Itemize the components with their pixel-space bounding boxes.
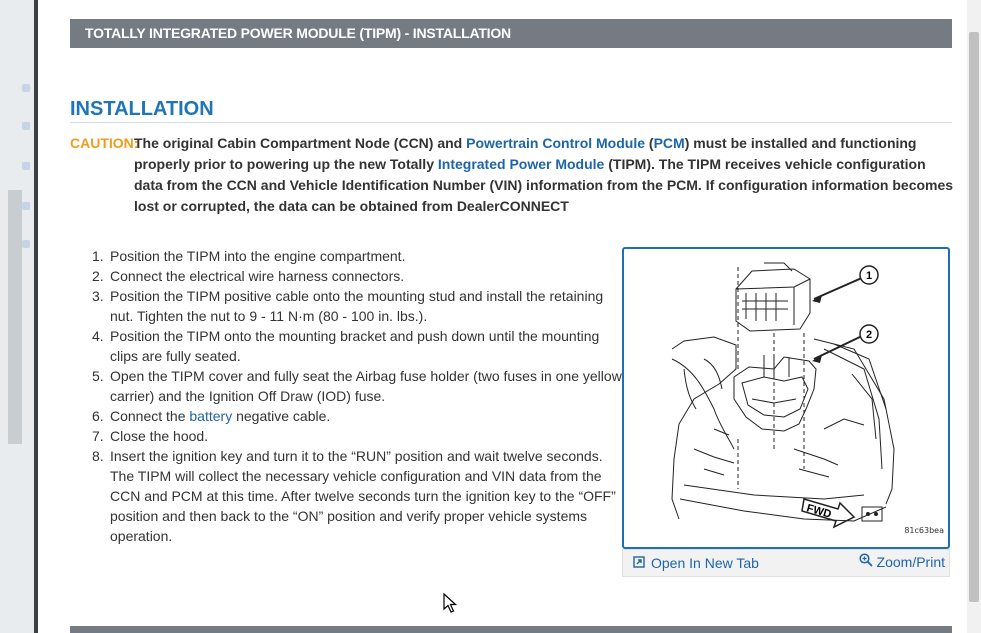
left-panel-marker [22,202,30,210]
step-2 [92,266,622,286]
installation-steps [92,246,622,546]
open-new-tab-icon [633,555,645,571]
step-number: 6. [92,408,104,424]
open-in-new-tab-label: Open In New Tab [651,555,759,571]
step-number: 3. [92,288,104,304]
left-panel-marker [22,162,30,170]
step-text: Close the hood. [110,428,209,444]
step-text: Insert the ignition key and turn it to the “RUN” position and wait twelve seconds. The TIPM will collect the necessary vehicle configuration and VIN data from the CCN and PCM at this time. After twelve seconds turn the ignition key to the “OFF” position and then back to the “ON” position and verify proper vehicle systems operation. [110,448,616,544]
zoom-icon [859,553,873,570]
step-text: Connect the [110,408,190,424]
step-text: negative cable. [232,408,331,424]
tipm-diagram [624,249,948,547]
step-number: 4. [92,328,104,344]
open-in-new-tab-button[interactable] [633,555,759,571]
step-3 [92,286,622,326]
tipm-installation-figure[interactable] [622,247,950,549]
scrollbar-thumb[interactable] [969,32,979,602]
zoom-print-button[interactable] [859,553,945,570]
left-panel-marker [22,122,30,130]
caution-text-part: (TIPM). The TIPM receives vehicle configuration data from the CCN and Vehicle Identification Number (VIN) information from the PCM. If configuration information becomes lost or corrupted, the data can be obtained from DealerCONNECT [134,156,954,214]
step-4 [92,326,622,366]
mouse-cursor-icon [443,593,457,618]
next-section-header [70,626,952,633]
battery-link[interactable]: battery [189,408,233,424]
step-text: Position the TIPM positive cable onto the mounting stud and install the retaining nut. Tighten the nut to 9 - 11 N·m (80 - 100 in. lbs.). [110,288,604,324]
installation-title: INSTALLATION [70,98,952,123]
section-header: TOTALLY INTEGRATED POWER MODULE (TIPM) - INSTALLATION [70,19,952,48]
step-1 [92,246,622,266]
step-6 [92,406,622,426]
step-8 [92,446,622,546]
step-text: Position the TIPM into the engine compartment. [110,248,406,264]
caution-text-part: The original Cabin Compartment Node (CCN) and [134,135,467,151]
left-panel-marker [22,84,30,92]
tipm-module [736,269,810,331]
caution-label: CAUTION: [70,135,139,151]
step-number: 5. [92,368,104,384]
caution-text-part: ( [645,135,654,151]
connector-detail [862,507,882,521]
caution-text [134,133,956,217]
left-scrollbar[interactable] [8,190,22,444]
fwd-label: FWD [805,502,833,521]
step-text: Open the TIPM cover and fully seat the Airbag fuse holder (two fuses in one yellow carrier) and the Ignition Off Draw (IOD) fuse. [110,368,622,404]
step-number: 1. [92,248,104,264]
left-panel-marker [22,240,30,248]
step-5 [92,366,622,406]
page-scrollbar[interactable] [967,0,981,633]
pcm-link[interactable]: PCM [653,135,685,151]
zoom-print-label: Zoom/Print [876,553,945,570]
integrated-power-module-link[interactable]: Integrated Power Module [437,156,605,172]
figure-id: 81c63bea [904,526,944,535]
callout-2: 2 [865,329,873,341]
step-number: 7. [92,428,104,444]
step-number: 8. [92,448,104,464]
callout-1: 1 [865,270,873,282]
panel-divider[interactable] [34,0,38,633]
caution-text-part: ) must be installed and functioning properly prior to powering up the new Totally [134,135,917,172]
powertrain-control-module-link[interactable]: Powertrain Control Module [466,135,646,151]
left-panel-strip [0,0,34,633]
figure-footer [622,549,950,577]
step-7 [92,426,622,446]
step-text: Position the TIPM onto the mounting bracket and push down until the mounting clips are fully seated. [110,328,600,364]
step-text: Connect the electrical wire harness connectors. [110,268,405,284]
step-number: 2. [92,268,104,284]
